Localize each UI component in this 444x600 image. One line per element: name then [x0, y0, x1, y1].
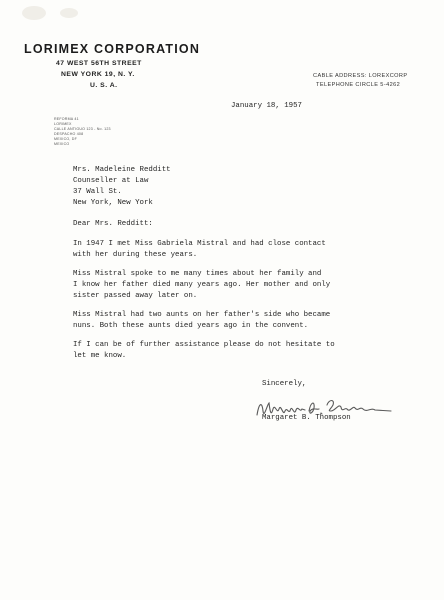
address-line-1: 47 WEST 56TH STREET	[56, 60, 142, 67]
recipient-line: New York, New York	[73, 199, 153, 207]
closing: Sincerely,	[262, 380, 307, 388]
mexico-office-line: MEXICO, DF	[54, 137, 77, 141]
body-line: with her during these years.	[73, 251, 198, 259]
mexico-office-line: DESPACHO 408	[54, 132, 84, 136]
body-line: nuns. Both these aunts died years ago in the convent.	[73, 322, 309, 330]
signer-name: Margaret B. Thompson	[262, 414, 351, 422]
cable-address: CABLE ADDRESS: LOREXCORP	[313, 73, 408, 79]
recipient-line: Mrs. Madeleine Redditt	[73, 166, 171, 174]
address-line-3: U. S. A.	[90, 82, 118, 89]
letter-date: January 18, 1957	[231, 102, 302, 110]
body-line: let me know.	[73, 352, 127, 360]
recipient-line: 37 Wall St.	[73, 188, 122, 196]
salutation: Dear Mrs. Redditt:	[73, 220, 153, 228]
body-line: Miss Mistral spoke to me many times about her family and	[73, 270, 322, 278]
paper-stain	[60, 8, 78, 18]
mexico-office-line: CALLE ANTIGUO 123 - No. 123	[54, 127, 111, 131]
mexico-office-line: LORIMEX	[54, 122, 72, 126]
mexico-office-line: MEXICO	[54, 142, 70, 146]
address-line-2: NEW YORK 19, N. Y.	[61, 71, 135, 78]
paper-stain	[22, 6, 46, 20]
body-line: In 1947 I met Miss Gabriela Mistral and had close contact	[73, 240, 326, 248]
body-line: Miss Mistral had two aunts on her father's side who became	[73, 311, 331, 319]
telephone: TELEPHONE CIRCLE 5-4262	[316, 82, 401, 88]
body-line: If I can be of further assistance please do not hesitate to	[73, 341, 335, 349]
mexico-office-line: REFORMA 41	[54, 117, 79, 121]
body-line: I know her father died many years ago. Her mother and only	[73, 281, 331, 289]
company-name: LORIMEX CORPORATION	[24, 42, 201, 56]
body-line: sister passed away later on.	[73, 292, 198, 300]
recipient-line: Counseller at Law	[73, 177, 149, 185]
